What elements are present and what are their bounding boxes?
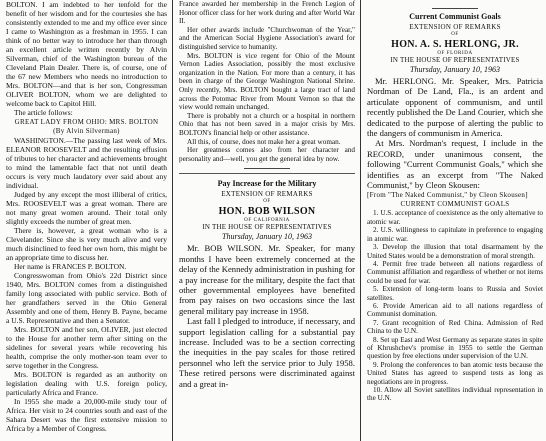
column-3 [363, 0, 546, 441]
column-rule [172, 0, 173, 441]
article-paragraph: Her name is FRANCES P. BOLTON. [14, 262, 127, 271]
article-paragraph: WASHINGTON.—The passing last week of Mrs. ELEANOR ROOSEVELT and the resulting effusion of tributes to her character and achievements brought to mind the lamentable fact that not until death occurs is very much laudatory ever said about any individual. [6, 136, 167, 190]
of-label: OF [263, 199, 271, 205]
intro-paragraph: The article follows: [14, 108, 73, 117]
goal-item: 8. Set up East and West Germany as separate states in spite of Khrushchev's promise in 1955 to settle the German question by free elections under supervision of the U.N. [367, 335, 543, 361]
body-paragraph: There is probably not a church or a hospital in northern Ohio that has not been saved in a major crisis by Mrs. BOLTON's financial help or other assistance. [179, 111, 355, 137]
goal-item: 1. U.S. acceptance of coexistence as the only alternative to atomic war. [367, 209, 543, 226]
body-paragraph: Her other awards include "Churchwoman of the Year," and the American Social Hygiene Association's award for distinguished service to humanity. [179, 25, 355, 51]
section-rule [179, 173, 355, 174]
article-byline: (By Alvin Silverman) [53, 127, 120, 135]
member-name: HON. BOB WILSON [218, 206, 316, 218]
speech-date: Thursday, January 10, 1963 [222, 232, 312, 242]
speech-paragraph: Last fall I pledged to introduce, if necessary, and support legislation calling for a substantial pay increase. Included was to be a section correcting the inequities in the pay scales for those retired personnel who left the service prior to July 1958. These retired persons were discriminated against and a great in- [179, 316, 355, 389]
article-paragraph: Congresswoman from Ohio's 22d District since 1940, Mrs. BOLTON comes from a distinguished family long associated with public service. Both of her grandfathers served in the Ohio General Assembly and one of them, Henry B. Payne, became a U.S. Representative and then a Senator. [6, 271, 167, 325]
article-paragraph: There is, however, a great woman who is a Clevelander. Since she is very much alive and very much disinclined to feed her own horn, this might be an appropriate time to discuss her. [6, 226, 167, 262]
goal-item: 4. Permit free trade between all nations regardless of Communist affiliation and regardless of whether or not items could be used for war. [367, 259, 543, 285]
article-title: GREAT LADY FROM OHIO: MRS. BOLTON [14, 118, 159, 126]
column-1 [0, 0, 171, 441]
body-paragraph: Her greatness comes also from her character and personality and—well, you get the general idea by now. [179, 146, 355, 163]
member-state: OF FLORIDA [437, 51, 473, 56]
speech-paragraph: Mr. BOB WILSON. Mr. Speaker, for many months I have been extremely concerned at the delay of the Kennedy administration in pushing for a pay increase for the military, despite the fact that other governmental employees have benefited from pay raises on two occasions since the last general military pay increase in 1958. [179, 243, 355, 316]
extension-label: EXTENSION OF REMARKS [409, 23, 501, 31]
goal-item: 5. Extension of long-term loans to Russia and Soviet satellites. [367, 285, 543, 302]
of-label: OF [451, 32, 459, 37]
section-separator [244, 168, 290, 169]
column-2 [175, 0, 359, 441]
goal-item: 10. Allow all Soviet satellites individual representation in the U.N. [367, 386, 543, 403]
column-rule [360, 0, 361, 441]
speech-paragraph: At Mrs. Nordman's request, I include in the RECORD, under unanimous consent, the following "Current Communist Goals," which she identifies as an excerpt from "The Naked Communist," by Cleon Skousen: [367, 138, 543, 191]
goal-item: 3. Develop the illusion that total disarmament by the United States would be a demonstration of moral strength. [367, 243, 543, 260]
body-paragraph: All this, of course, does not make her a great woman. [187, 137, 341, 146]
body-paragraph: Mrs. BOLTON is vice regent for Ohio of the Mount Vernon Ladies Association, possibly the most exclusive organization in the Nation. For more than a century, it has been in charge of the George Washington National Shrine. Only recently, Mrs. BOLTON bought a large tract of land across the Potomac River from Mount Vernon so that the view would remain unchanged. [179, 51, 355, 112]
intro-paragraph: BOLTON. I am indebted to her tenfold for the benefit of her wisdom and for the courtesies she has consistently extended to me and my office ever since I came to Washington as a freshman in 1955. I can think of no better way to introduce her than through an excellent article written recently by Alvin Silverman, chief of the Washington bureau of the Cleveland Plain Dealer. There is, of course, one of the 67 new Members who needs no introduction to Mrs. BOLTON—and that is her son, Congressman OLIVER BOLTON, whom we are delighted to welcome back to Capitol Hill. [6, 0, 167, 108]
goal-item: 7. Grant recognition of Red China. Admission of Red China to the U.N. [367, 318, 543, 336]
article-paragraph: Judged by any except the most illiberal of critics, Mrs. ROOSEVELT was a great woman. There are not many great women around. Their total only slightly exceeds the number of great men. [6, 190, 167, 226]
speech-paragraph: Mr. HERLONG. Mr. Speaker, Mrs. Patricia Nordman of De Land, Fla., is an ardent and articulate opponent of communism, and until recently published the De Land Courier, which she dedicated to the purpose of alerting the public to the dangers of communism in America. [367, 76, 543, 139]
house-label: IN THE HOUSE OF REPRESENTATIVES [202, 223, 332, 232]
source-line: [From "The Naked Communist," by Cleon Skousen] [367, 191, 528, 200]
member-name: HON. A. S. HERLONG, JR. [391, 39, 519, 50]
list-title: CURRENT COMMUNIST GOALS [400, 200, 510, 209]
goal-item: 9. Prolong the conferences to ban atomic tests because the United States has agreed to suspend tests as long as negotiations are in progress. [367, 360, 543, 386]
section-title: Pay Increase for the Military [217, 179, 317, 189]
section-separator [432, 8, 478, 9]
goal-item: 2. U.S. willingness to capitulate in preference to engaging in atomic war. [367, 226, 543, 243]
section-title: Current Communist Goals [409, 12, 501, 21]
article-paragraph: Mrs. BOLTON is regarded as an authority on legislation dealing with U.S. foreign policy, particularly Africa and France. [6, 370, 167, 397]
house-label: IN THE HOUSE OF REPRESENTATIVES [390, 56, 520, 64]
goal-item: 6. Provide American aid to all nations regardless of Communist domination. [367, 301, 543, 319]
speech-date: Thursday, January 10, 1963 [410, 65, 500, 74]
article-paragraph: In 1955 she made a 20,000-mile study tour of Africa. Her visit to 24 countries south and east of the Sahara Desert was the first extensive mission to Africa by a Member of Congress. [6, 397, 167, 433]
member-state: OF CALIFORNIA [244, 218, 290, 224]
body-paragraph: France awarded her membership in the French Legion of Honor officer class for her work during and after World War II. [179, 0, 355, 26]
article-paragraph: Mrs. BOLTON and her son, OLIVER, just elected to the House for another term after sitting on the sidelines for several years while recovering his health, comprise the only mother-son team ever to serve together in the Congress. [6, 325, 167, 370]
extension-label: EXTENSION OF REMARKS [221, 190, 313, 199]
